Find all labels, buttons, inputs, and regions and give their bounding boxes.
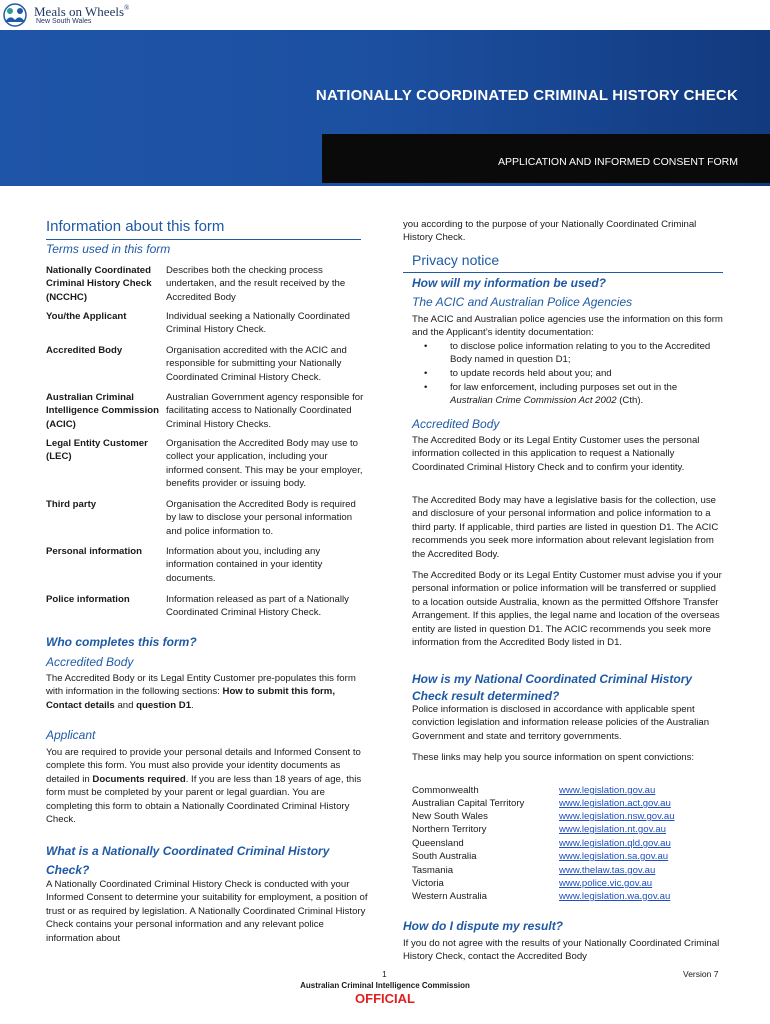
privacy-heading-rule — [403, 272, 723, 273]
dispute-heading: How do I dispute my result? — [403, 919, 564, 933]
term-definition: Information about you, including any information contained in your identity documents. — [166, 546, 323, 584]
state-name: South Australia — [412, 851, 477, 862]
header-bar — [0, 0, 770, 30]
version-label: Version 7 — [683, 969, 719, 979]
title-banner — [0, 30, 770, 186]
list-item: • for law enforcement, including purposes set out in the Australian Crime Commission Act 2002 (Cth). — [424, 382, 678, 407]
result-determined-heading: How is my National Coordinated Criminal History Check result determined? — [412, 672, 693, 703]
term-label: You/the Applicant — [46, 311, 127, 322]
subtitle-bar — [322, 134, 770, 183]
accredited-body-p1: The Accredited Body or its Legal Entity Customer uses the personal information collected in this application to request a Nationally Coordinated Criminal History Check and to confirm your identity. — [412, 435, 700, 473]
term-definition: Organisation the Accredited Body is required by law to disclose your personal information and police information to. — [166, 499, 356, 537]
accredited-body-heading-right: Accredited Body — [412, 417, 500, 431]
privacy-notice-heading: Privacy notice — [412, 252, 500, 268]
state-name: Northern Territory — [412, 824, 487, 835]
state-name: Victoria — [412, 878, 444, 889]
state-name: Tasmania — [412, 865, 454, 876]
state-link[interactable]: www.legislation.nt.gov.au — [559, 824, 667, 835]
accredited-body-heading-left: Accredited Body — [46, 655, 134, 669]
acic-heading: The ACIC and Australian Police Agencies — [412, 295, 633, 309]
state-name: Commonwealth — [412, 785, 479, 796]
term-label: Australian Criminal Intelligence Commission (ACIC) — [46, 392, 160, 430]
what-is-heading: What is a Nationally Coordinated Criminal History Check? — [46, 844, 330, 877]
logo-subtitle: New South Wales — [36, 18, 92, 25]
state-name: Australian Capital Territory — [412, 798, 525, 809]
how-used-heading: How will my information be used? — [412, 276, 607, 290]
state-link[interactable]: www.legislation.qld.gov.au — [559, 838, 671, 849]
applicant-heading: Applicant — [46, 728, 96, 742]
term-label: Accredited Body — [46, 345, 123, 356]
accredited-body-text-left: The Accredited Body or its Legal Entity Customer pre-populates this form with information in the following sections: How to submit this form, Contact details and question D1. — [46, 673, 356, 711]
logo-title: Meals on Wheels® — [34, 4, 130, 19]
term-definition: Describes both the checking process undertaken, and the result received by the Accredited Body — [166, 265, 346, 303]
state-link[interactable]: www.legislation.gov.au — [559, 785, 656, 796]
acic-text: The ACIC and Australian police agencies use the information on this form and the Applicant’s identity documentation: — [412, 314, 723, 339]
term-definition: Information released as part of a Nationally Coordinated Criminal History Check. — [166, 594, 349, 619]
list-item: • to update records held about you; and — [424, 368, 612, 379]
logo-people-icon — [2, 3, 28, 27]
page-number: 1 — [382, 969, 387, 979]
footer-org: Australian Criminal Intelligence Commission — [300, 981, 470, 990]
state-link[interactable]: www.legislation.sa.gov.au — [559, 851, 669, 862]
state-name: Queensland — [412, 838, 464, 849]
term-label: Legal Entity Customer (LEC) — [46, 438, 148, 463]
accredited-body-p2: The Accredited Body may have a legislative basis for the collection, use and disclosure of your personal information and police information to a third party. If applicable, third parties are listed in question D1. The ACIC recommends you seek more information about relevant legislation from the Accredited Body. — [412, 495, 719, 560]
who-completes-heading: Who completes this form? — [46, 635, 197, 649]
info-heading-rule — [46, 239, 361, 240]
state-link[interactable]: www.legislation.nsw.gov.au — [559, 811, 675, 822]
list-item: • to disclose police information relating to you to the Accredited Body named in question D1; — [424, 341, 711, 366]
accredited-body-p3: The Accredited Body or its Legal Entity Customer must advise you if your personal information or police information will be transferred or supplied to a location outside Australia, known as the permitted Offshore Transfer Arrangement. If this applies, the legal name and location of the overseas entity are listed in question D1. The ACIC recommends you seek more information from the Accredited Body listed in D1. — [412, 570, 722, 649]
term-definition: Organisation the Accredited Body may use to collect your application, including your informed consent. This may be your employer, benefits provider or issuing body. — [166, 438, 363, 490]
info-heading: Information about this form — [46, 218, 225, 235]
result-determined-p2: These links may help you source information on spent convictions: — [412, 752, 695, 763]
official-marking: OFFICIAL — [355, 991, 415, 1006]
result-determined-p1: Police information is disclosed in accordance with applicable spent conviction legislation and information release policies of the Australian Government and state and territory governments. — [412, 704, 710, 742]
term-label: Nationally Coordinated Criminal History Check (NCCHC) — [46, 265, 152, 303]
state-link[interactable]: www.police.vic.gov.au — [559, 878, 653, 889]
terms-heading: Terms used in this form — [46, 242, 171, 256]
state-name: New South Wales — [412, 811, 488, 822]
what-is-text: A Nationally Coordinated Criminal History Check is conducted with your Informed Consent to determine your suitability for employment, a position of trust or as required by legislation. A Nationally Coordinated Criminal History Check contains your personal information and any relevant police information about — [46, 879, 368, 944]
dispute-text: If you do not agree with the results of your Nationally Coordinated Criminal History Check, contact the Accredited Body — [403, 938, 720, 963]
state-link[interactable]: www.thelaw.tas.gov.au — [559, 865, 656, 876]
term-definition: Organisation accredited with the ACIC and responsible for submitting your Nationally Coordinated Criminal History Check. — [166, 345, 347, 383]
continued-text: you according to the purpose of your Nationally Coordinated Criminal History Check. — [403, 219, 697, 244]
term-label: Personal information — [46, 546, 142, 557]
form-title: NATIONALLY COORDINATED CRIMINAL HISTORY CHECK — [315, 87, 738, 104]
term-definition: Individual seeking a Nationally Coordinated Criminal History Check. — [166, 311, 350, 336]
term-label: Third party — [46, 499, 97, 510]
term-definition: Australian Government agency responsible for facilitating access to Nationally Coordinated Criminal History Checks. — [166, 392, 364, 430]
state-name: Western Australia — [412, 891, 488, 902]
term-label: Police information — [46, 594, 130, 605]
state-link[interactable]: www.legislation.act.gov.au — [559, 798, 671, 809]
state-link[interactable]: www.legislation.wa.gov.au — [559, 891, 671, 902]
meals-on-wheels-logo — [2, 1, 142, 29]
form-subtitle: APPLICATION AND INFORMED CONSENT FORM — [498, 156, 738, 168]
applicant-text: You are required to provide your personal details and Informed Consent to complete this form. You must also provide your identity documents as detailed in Documents required. If you are less than 18 years of age, this form must be completed by your parent or legal guardian. You are completing this form to obtain a Nationally Coordinated Criminal History Check. — [46, 747, 362, 826]
